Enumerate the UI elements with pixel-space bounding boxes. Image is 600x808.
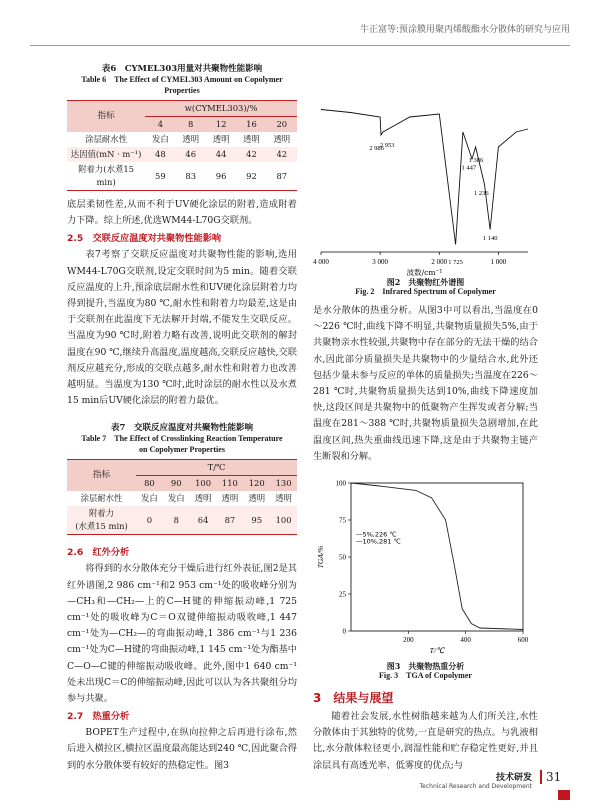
cell: 透明 bbox=[212, 134, 230, 144]
table7 bbox=[67, 459, 297, 535]
table7-col: 130 bbox=[270, 476, 297, 492]
x-tick-label: 200 bbox=[403, 636, 414, 645]
table7-col: 110 bbox=[216, 476, 243, 492]
cell: 发白 bbox=[167, 493, 185, 504]
row-label bbox=[67, 506, 136, 535]
table6-col: 8 bbox=[176, 117, 206, 133]
table7-indicator-header: 指标 bbox=[92, 470, 111, 481]
journal-name-en: Technical Research and Development bbox=[419, 783, 532, 790]
x-tick-label: 3 000 bbox=[372, 258, 389, 266]
table6-col: 20 bbox=[267, 117, 297, 133]
y-axis-label: TGA/% bbox=[316, 545, 325, 569]
paragraph: 底层柔韧性差,从而不利于UV硬化涂层的附着,造成附着力下降。综上所述,优选WM44-L70G交联剂。 bbox=[67, 199, 297, 227]
footer-accent-bar bbox=[558, 790, 570, 800]
legend-entry: —5%,226 ℃ bbox=[356, 530, 397, 539]
fig2-caption-cn: 图2 共聚物红外谱图 bbox=[386, 277, 465, 287]
cell: 44 bbox=[215, 149, 227, 159]
cell: 透明 bbox=[273, 134, 291, 144]
cell: 透明 bbox=[275, 493, 292, 504]
header-divider bbox=[30, 45, 570, 46]
section-heading-2-6: 2.6 红外分析 bbox=[67, 547, 130, 559]
table-row bbox=[67, 506, 297, 535]
cell: 发白 bbox=[141, 493, 158, 504]
table-row bbox=[67, 491, 297, 506]
peak-label: 1 140 bbox=[482, 235, 498, 242]
cell: 83 bbox=[185, 170, 197, 181]
y-tick-label: 75 bbox=[339, 516, 346, 525]
table6-col: 16 bbox=[236, 117, 266, 133]
table6-col: 4 bbox=[145, 117, 175, 133]
peak-label: 1 236 bbox=[473, 190, 489, 197]
cell: 透明 bbox=[194, 493, 212, 504]
fig2-caption-en: Fig. 2 Infrared Spectrum of Copolymer bbox=[355, 287, 496, 296]
y-tick-label: 100 bbox=[335, 479, 346, 488]
table7-caption-cn: 表7 交联反应温度对共聚物性能影响 bbox=[111, 423, 253, 434]
journal-name-cn: 技术研发 bbox=[495, 773, 532, 783]
table7-col: 100 bbox=[190, 476, 217, 492]
cell: 48 bbox=[155, 149, 166, 159]
paragraph: 是水分散体的热重分析。从图3中可以看出,当温度在0～226 ℃时,曲线下降不明显,共聚物质量损失5%,由于共聚物亲水性较强,共聚物中存在部分的无法干燥的结合水,因此部分质量损失是共聚物中的少量结合水,此外还包括少量未参与反应的单体的质量损失;当温度在226～281 ℃时,共聚物质量损失达到10%,曲线下降速度加快,这段区间是共聚物中的低聚物产生挥发或者分解;当温度在281～388 ℃时,共聚物质量损失急剧增加,在此温度区间,热失重曲线迅速下降,这是由于共聚物主链产生断裂和分解。 bbox=[313, 305, 538, 462]
table7-caption-en-1: Table 7 The Effect of Crosslinking Reaction Temperature bbox=[81, 434, 283, 444]
x-tick-label: 2 000 bbox=[431, 258, 448, 266]
row-label-line2: (水煮15 min) bbox=[75, 521, 128, 532]
cell: 0 bbox=[146, 514, 153, 525]
table6-caption-en-1: Table 6 The Effect of CYMEL303 Amount on Copolymer bbox=[81, 75, 283, 84]
left-column bbox=[67, 52, 297, 774]
paragraph: 表7考察了交联反应温度对共聚物性能的影响,选用WM44-L70G交联剂,设定交联时间为5 min。随着交联反应温度的上升,预涂底层耐水性和UV硬化涂层附着力均得到提升,当温度为80 ℃,耐水性和附着力均最差,这是由于交联剂在此温度下无法解开封端,不能发生交联反应。当温度为90 ℃时,附着力略有改善,说明此交联剂的解封温度在90 ℃,继续升高温度,温度越高,交联反应越快,交联剂反应越充分,形成的交联点越多,耐水性和附着力也改善越明显。当温度为130 ℃时,此时涂层的耐水性以及水煮15 min后UV硬化涂层的附着力最优。 bbox=[67, 249, 297, 407]
cell: 46 bbox=[185, 149, 197, 159]
row-label: 涂层耐水性 bbox=[80, 493, 123, 504]
x-tick-label: 1 000 bbox=[490, 258, 507, 266]
paragraph: 将得到的水分散体充分干燥后进行红外表征,图2是其红外谱图,2 986 cm⁻¹和2 953 cm⁻¹处的吸收峰分别为—CH₃和—CH₂—上的C—H键的伸缩振动峰,1 725 cm⁻¹处的吸收峰为C＝O双键伸缩振动吸收峰,1 447 cm⁻¹处为—CH₂—的弯曲振动峰,1 386 cm⁻¹与1 236 cm⁻¹处为C—H键的弯曲振动峰,1 145 cm⁻¹处为酯基中C—O—C键的伸缩振动吸收峰。此外,图中1 640 cm⁻¹处未出现C＝C的伸缩振动峰,因此可以认为各共聚组分均参与共聚。 bbox=[67, 563, 297, 705]
x-tick-label: 400 bbox=[460, 636, 471, 645]
table6-group-header: w(CYMEL303)/% bbox=[184, 103, 258, 113]
table6 bbox=[67, 100, 297, 191]
y-tick-label: 25 bbox=[339, 590, 346, 599]
table6-caption-en-2: Properties bbox=[164, 85, 200, 95]
table-row bbox=[67, 132, 297, 147]
table6-caption-cn: 表6 CYMEL303用量对共聚物性能影响 bbox=[101, 64, 263, 74]
cell: 透明 bbox=[182, 134, 200, 144]
section-heading-2-5: 2.5 交联反应温度对共聚物性能影响 bbox=[67, 233, 222, 245]
peak-label: 1 447 bbox=[461, 164, 477, 172]
plot-frame bbox=[351, 483, 523, 631]
spectrum-line bbox=[321, 110, 528, 245]
peak-label: 1 725 bbox=[448, 259, 463, 266]
cell: 42 bbox=[276, 149, 288, 159]
table6-indicator-header: 指标 bbox=[97, 111, 115, 121]
cell: 87 bbox=[224, 514, 236, 525]
running-header: 牛正富等:预涂膜用聚丙烯酸酯水分散体的研究与应用 bbox=[359, 25, 570, 35]
table7-caption-en-2: on Copolymer Properties bbox=[139, 444, 225, 454]
cell: 透明 bbox=[248, 493, 266, 504]
peak-label: 2 953 bbox=[379, 142, 395, 149]
cell: 59 bbox=[155, 170, 166, 181]
x-axis-label: 波数/cm⁻¹ bbox=[406, 268, 443, 277]
cell: 95 bbox=[251, 514, 263, 525]
tga-line bbox=[351, 483, 523, 630]
table7-col: 120 bbox=[243, 476, 270, 492]
section-heading-2-7: 2.7 热重分析 bbox=[67, 711, 130, 723]
peak-label: 2 986 bbox=[369, 145, 384, 152]
x-axis-label: T/℃ bbox=[429, 646, 445, 656]
x-tick-label: 4 000 bbox=[313, 258, 329, 266]
fig3-caption-en: Fig. 3 TGA of Copolymer bbox=[379, 671, 472, 681]
legend-entry: —10%,281 ℃ bbox=[356, 537, 401, 546]
tga-chart bbox=[313, 471, 538, 661]
cell: 透明 bbox=[243, 134, 260, 144]
cell: 100 bbox=[275, 514, 292, 525]
cell: 92 bbox=[246, 170, 257, 181]
journal-footer bbox=[420, 770, 532, 790]
peak-label: 1 386 bbox=[468, 157, 484, 164]
ir-spectrum-chart bbox=[313, 72, 538, 277]
table7-col: 80 bbox=[136, 476, 163, 492]
row-label-line1: 附着力 bbox=[88, 508, 115, 519]
paragraph: 随着社会发展,水性树脂越来越为人们所关注,水性分散体由于其独特的优势,一直是研究的热点。与乳液相比,水分散体粒径更小,润湿性能和贮存稳定性更好,并且涂层具有高透光率、低雾度的优点;与 bbox=[313, 711, 538, 771]
table7-group-header: T/℃ bbox=[207, 462, 226, 473]
row-label: 涂层耐水性 bbox=[85, 134, 128, 144]
cell: 87 bbox=[276, 170, 288, 181]
table6-col: 12 bbox=[206, 117, 236, 133]
cell: 8 bbox=[173, 514, 179, 525]
cell: 42 bbox=[246, 149, 257, 159]
y-tick-label: 0 bbox=[342, 627, 346, 636]
cell: 96 bbox=[215, 170, 227, 181]
paragraph: BOPET生产过程中,在纵向拉伸之后再进行涂布,然后进入横拉区,横拉区温度最高能达到240 ℃,因此聚合得到的水分散体要有较好的热稳定性。图3 bbox=[67, 727, 297, 771]
cell: 透明 bbox=[221, 493, 239, 504]
row-label: 达因值(mN · m⁻¹) bbox=[70, 149, 142, 159]
table-row bbox=[67, 162, 297, 191]
row-label: 附着力(水煮15 min) bbox=[78, 164, 134, 187]
cell: 64 bbox=[197, 514, 209, 525]
fig3-caption-cn: 图3 共聚物热重分析 bbox=[386, 661, 465, 672]
x-tick-label: 600 bbox=[517, 636, 529, 645]
section-heading-3: 3 结果与展望 bbox=[313, 691, 394, 706]
right-column bbox=[313, 52, 538, 774]
table-row bbox=[67, 147, 297, 162]
cell: 发白 bbox=[151, 134, 169, 144]
table7-col: 90 bbox=[163, 476, 190, 492]
y-tick-label: 50 bbox=[339, 553, 346, 562]
page-number: 31 bbox=[540, 770, 570, 784]
